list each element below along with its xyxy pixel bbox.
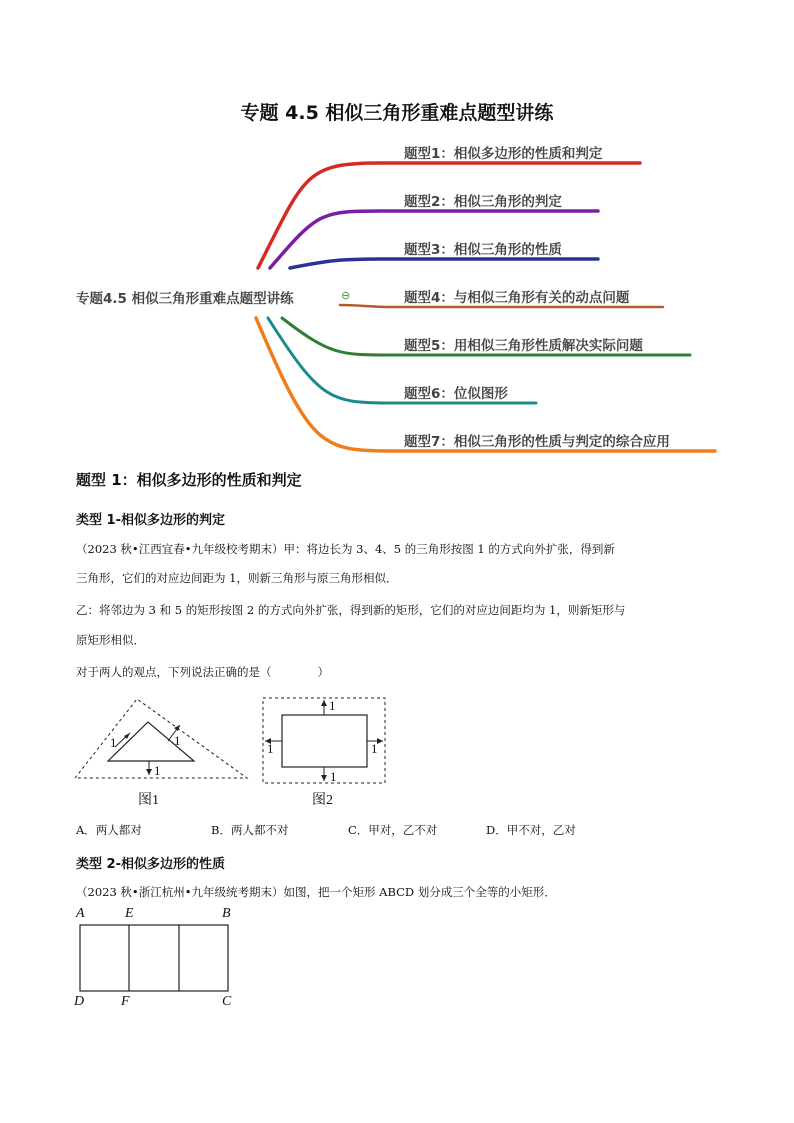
branch-label-1: 题型1：相似多边形的性质和判定 [404,146,603,162]
branch-label-6: 题型6：位似图形 [404,386,508,402]
mind-map-root: 专题4.5 相似三角形重难点题型讲练 [76,291,294,307]
point-e-label: E [125,906,134,921]
figure-2-caption: 图2 [312,793,333,808]
branch-label-3: 题型3：相似三角形的性质 [404,242,562,258]
point-f-label: F [121,994,130,1009]
type2-heading: 类型 2-相似多边形的性质 [76,857,225,872]
branch-label-4: 题型4：与相似三角形有关的动点问题 [404,290,630,306]
question-prompt: 对于两人的观点，下列说法正确的是（ ） [76,665,329,679]
figure-1-diagram [70,695,255,785]
branch-curve-3 [290,259,598,268]
section-heading: 题型 1：相似多边形的性质和判定 [76,471,302,489]
fig1-label-left: 1 [110,735,117,750]
fig1-label-bottom: 1 [154,763,161,778]
question-text-line2: 三角形，它们的对应边间距为 1，则新三角形与原三角形相似． [76,571,398,585]
figure-1-caption: 图1 [138,793,159,808]
fig2-label-left: 1 [267,741,274,756]
collapse-icon: ⊖ [341,289,351,302]
type2-question: （2023 秋•浙江杭州•九年级统考期末）如图，把一个矩形 ABCD 划分成三个全等的小矩形． [76,885,556,899]
point-d-label: D [74,994,85,1009]
option-a: A．两人都对 [76,823,142,837]
point-a-label: A [76,906,85,921]
page-title: 专题 4.5 相似三角形重难点题型讲练 [240,102,554,124]
fig1-label-right: 1 [174,733,181,748]
option-d: D．甲不对，乙对 [486,823,576,837]
fig2-label-bottom: 1 [330,769,337,784]
point-b-label: B [222,906,231,921]
branch-label-5: 题型5：用相似三角形性质解决实际问题 [404,338,643,354]
question-text-line1: （2023 秋•江西宜春•九年级校考期末）甲：将边长为 3、4、5 的三角形按图 1 的方式向外扩张，得到新 [76,542,615,556]
option-b: B．两人都不对 [211,823,289,837]
rectangle-abcd-diagram [78,923,230,993]
branch-label-2: 题型2：相似三角形的判定 [404,194,562,210]
question-text-line4: 原矩形相似． [76,633,145,647]
type1-heading: 类型 1-相似多边形的判定 [76,513,225,528]
option-c: C．甲对，乙不对 [348,823,438,837]
fig2-label-top: 1 [329,698,336,713]
point-c-label: C [222,994,232,1009]
question-text-line3: 乙：将邻边为 3 和 5 的矩形按图 2 的方式向外扩张，得到新的矩形，它们的对应边间距均为 1，则新矩形与 [76,603,626,617]
fig2-label-right: 1 [371,741,378,756]
branch-label-7: 题型7：相似三角形的性质与判定的综合应用 [404,434,670,450]
